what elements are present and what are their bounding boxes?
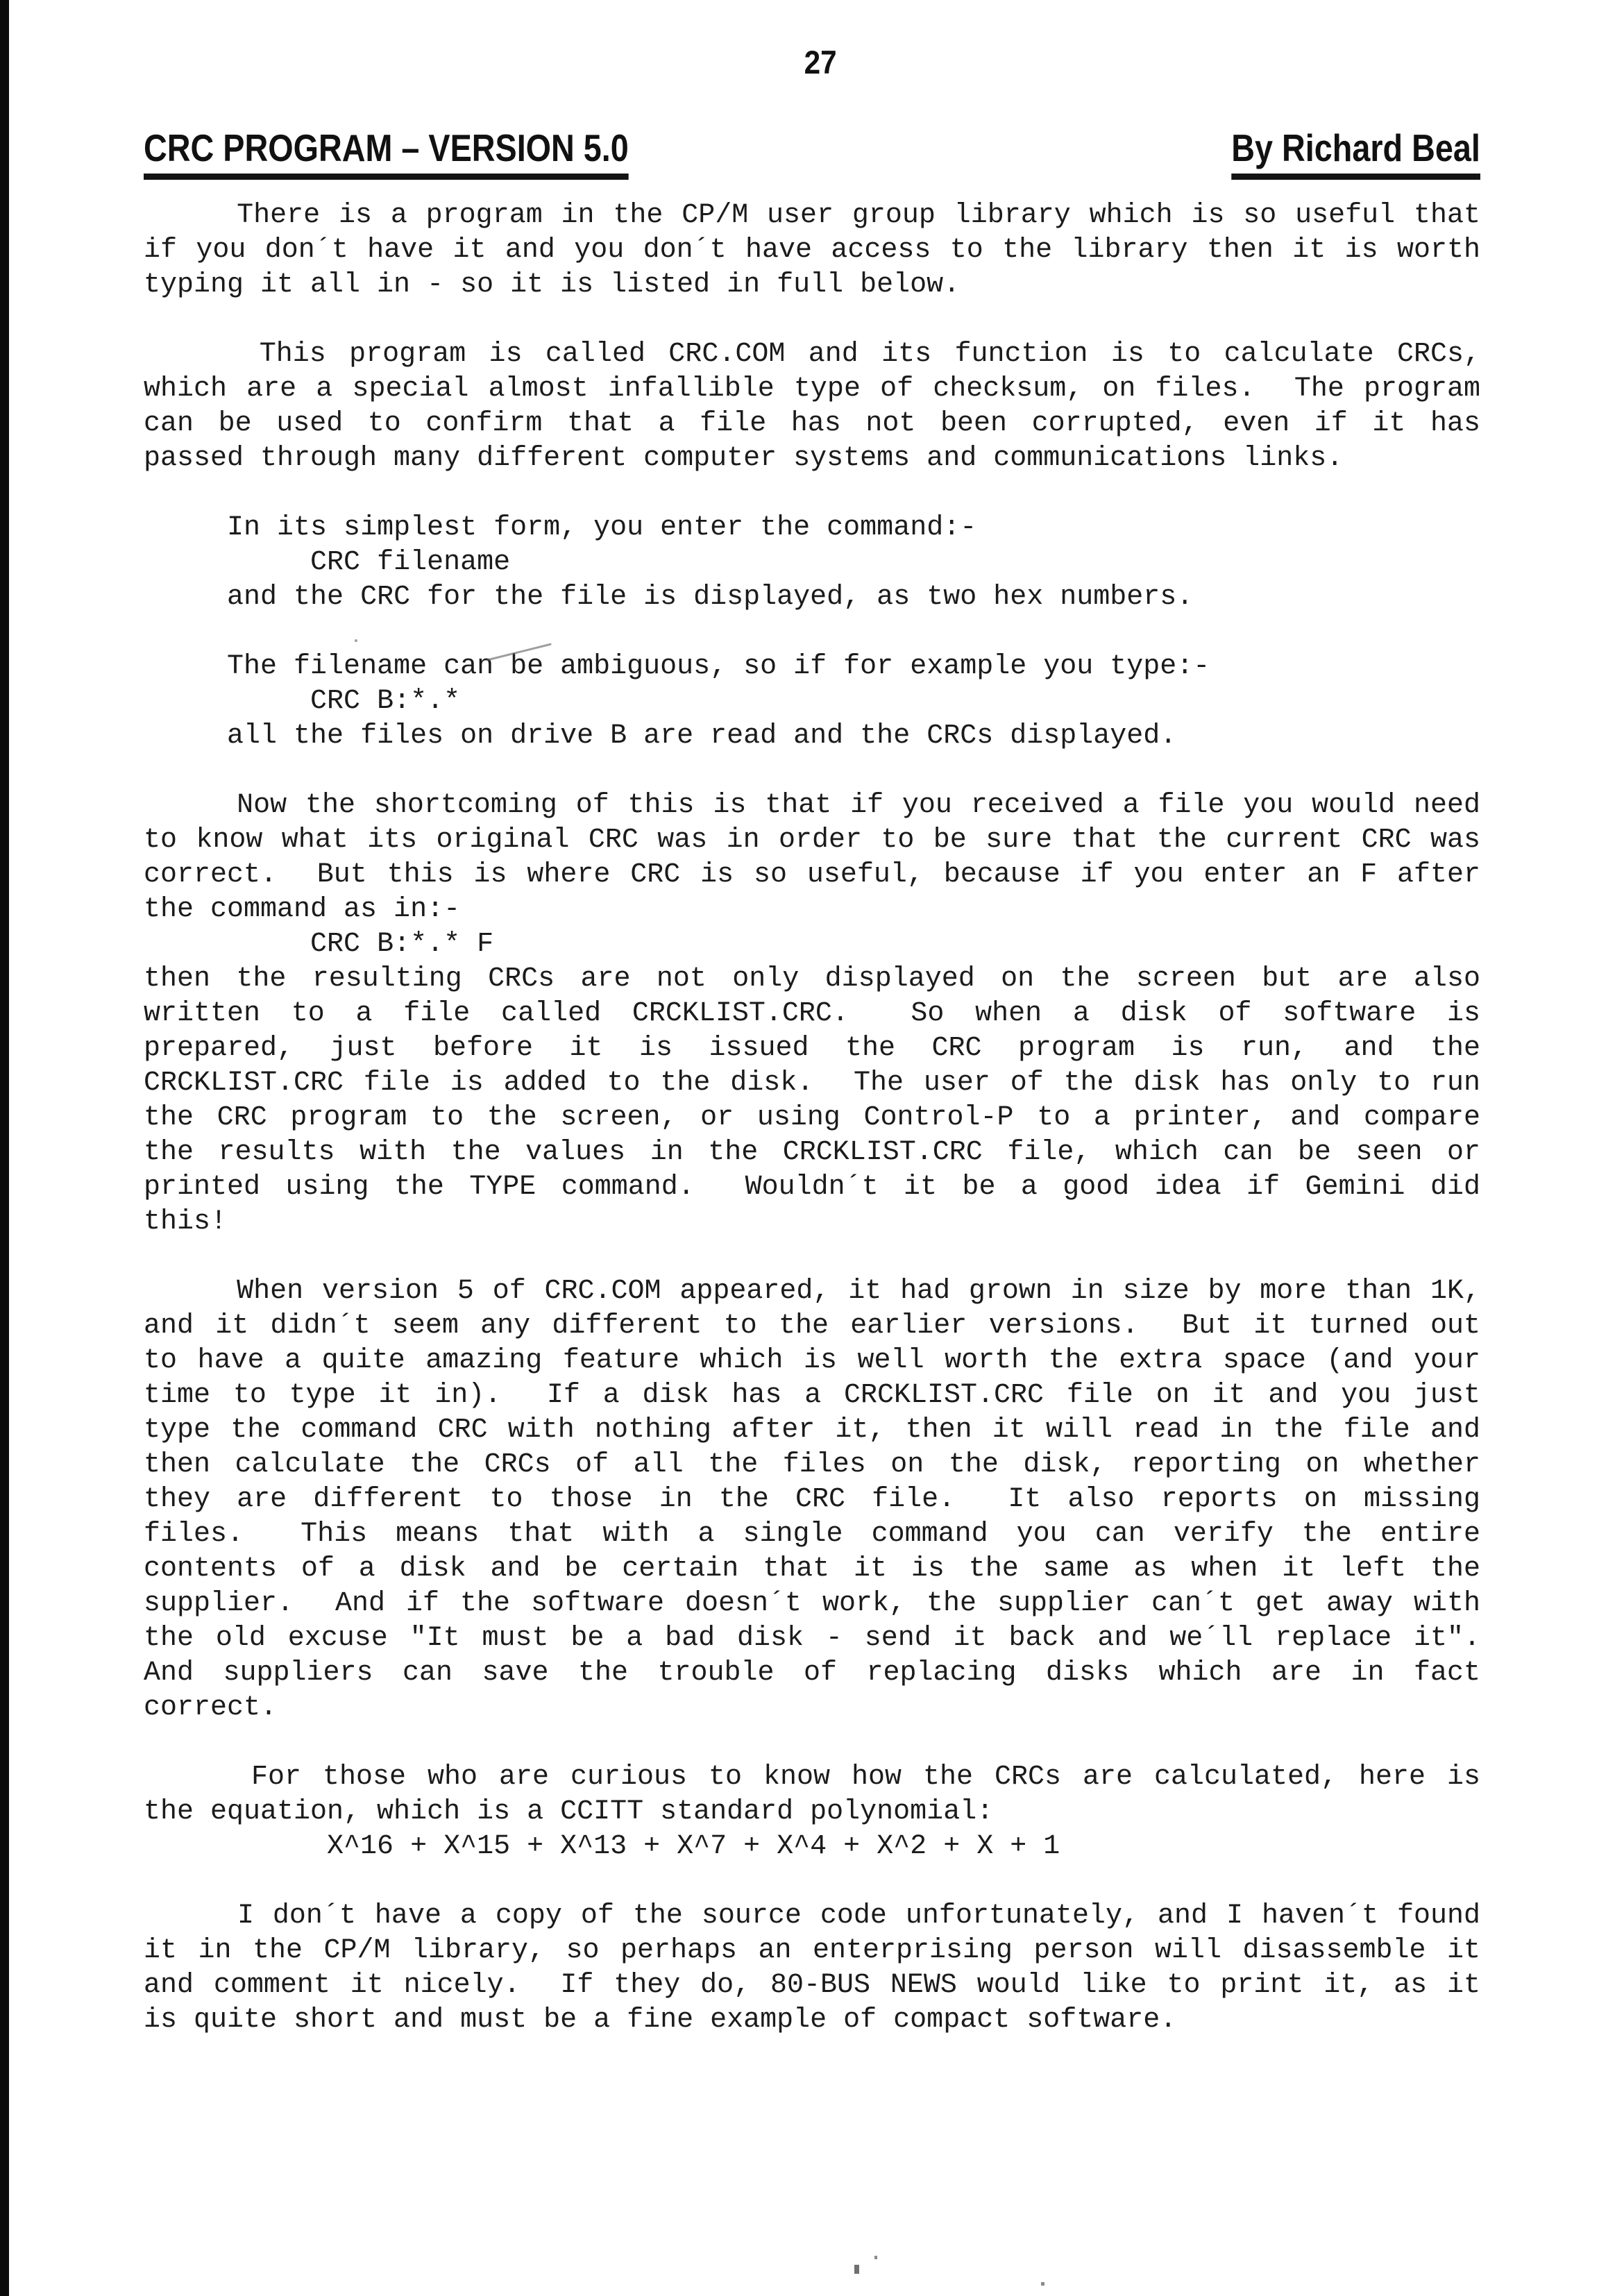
text-line: The filename can be ambiguous, so if for example you type:- (144, 651, 1210, 682)
article-title (144, 126, 714, 180)
text-line: can be used to confirm that a file has not been corrupted, even if it has (144, 408, 1480, 439)
speck-artifact (1041, 2282, 1044, 2286)
text-line: When version 5 of CRC.COM appeared, it had grown in size by more than 1K, (144, 1276, 1480, 1307)
text-line: time to type it in). If a disk has a CRCKLIST.CRC file on it and you just (144, 1380, 1480, 1411)
page-number (0, 44, 1624, 81)
text-line: printed using the TYPE command. Wouldn´t it be a good idea if Gemini did (144, 1172, 1480, 1203)
text-line: is quite short and must be a fine example of compact software. (144, 2004, 1177, 2036)
text-line: In its simplest form, you enter the command:- (144, 512, 977, 543)
byline (1187, 126, 1480, 180)
speck-artifact (355, 639, 357, 642)
paragraph (144, 1899, 1480, 2038)
text-line: passed through many different computer systems and communications links. (144, 443, 1344, 474)
page-number-text: 27 (804, 44, 837, 81)
text-line: all the files on drive B are read and the CRCs displayed. (144, 720, 1177, 752)
text-line: and it didn´t seem any different to the earlier versions. But it turned out (144, 1310, 1480, 1342)
text-line: it in the CP/M library, so perhaps an enterprising person will disassemble it (144, 1935, 1480, 1966)
text-line: typing it all in - so it is listed in full below. (144, 269, 961, 301)
paragraph (144, 511, 1480, 615)
text-line: the CRC program to the screen, or using Control-P to a printer, and compare (144, 1102, 1480, 1133)
paragraph (144, 337, 1480, 476)
article-title-text: CRC PROGRAM – VERSION 5.0 (144, 129, 629, 180)
text-line: CRC B:*.* F (144, 929, 494, 960)
text-line: correct. But this is where CRC is so useful, because if you enter an F after (144, 859, 1480, 890)
text-line: I don´t have a copy of the source code unfortunately, and I haven´t found (144, 1900, 1480, 1932)
text-line: supplier. And if the software doesn´t work, the supplier can´t get away with (144, 1588, 1480, 1619)
paragraph (144, 650, 1480, 754)
text-line: CRC B:*.* (144, 686, 461, 717)
paragraph (144, 1760, 1480, 1864)
text-line: And suppliers can save the trouble of replacing disks which are in fact (144, 1657, 1480, 1689)
text-line: Now the shortcoming of this is that if you received a file you would need (144, 790, 1480, 821)
text-line: the equation, which is a CCITT standard polynomial: (144, 1796, 994, 1827)
text-line: and comment it nicely. If they do, 80-BUS NEWS would like to print it, as it (144, 1970, 1480, 2001)
text-line: CRC filename (144, 547, 511, 578)
text-line: to know what its original CRC was in order to be sure that the current CRC was (144, 825, 1480, 856)
text-line: X^16 + X^15 + X^13 + X^7 + X^4 + X^2 + X + 1 (144, 1831, 1060, 1862)
text-line: CRCKLIST.CRC file is added to the disk. The user of the disk has only to run (144, 1067, 1480, 1099)
paragraph (144, 788, 1480, 1240)
text-line: There is a program in the CP/M user group library which is so useful that (144, 200, 1480, 231)
text-line: the command as in:- (144, 894, 461, 925)
speck-artifact (874, 2256, 877, 2259)
text-line: they are different to those in the CRC file. It also reports on missing (144, 1484, 1480, 1515)
paragraph (144, 1274, 1480, 1725)
text-line: type the command CRC with nothing after it, then it will read in the file and (144, 1415, 1480, 1446)
text-line: prepared, just before it is issued the CRC program is run, and the (144, 1033, 1480, 1064)
paragraph (144, 199, 1480, 303)
article-header (144, 126, 1480, 180)
text-line: This program is called CRC.COM and its function is to calculate CRCs, (144, 339, 1480, 370)
text-line: files. This means that with a single command you can verify the entire (144, 1519, 1480, 1550)
text-line: correct. (144, 1692, 278, 1723)
text-line: which are a special almost infallible type of checksum, on files. The program (144, 373, 1480, 405)
article-body (144, 199, 1480, 2073)
text-line: to have a quite amazing feature which is well worth the extra space (and your (144, 1345, 1480, 1376)
text-line: this! (144, 1206, 228, 1238)
text-line: the old excuse "It must be a bad disk - send it back and we´ll replace it". (144, 1623, 1480, 1654)
text-line: written to a file called CRCKLIST.CRC. So when a disk of software is (144, 998, 1480, 1029)
byline-text: By Richard Beal (1231, 129, 1480, 180)
text-line: then the resulting CRCs are not only displayed on the screen but are also (144, 963, 1480, 995)
text-line: if you don´t have it and you don´t have access to the library then it is worth (144, 235, 1480, 266)
text-line: the results with the values in the CRCKLIST.CRC file, which can be seen or (144, 1137, 1480, 1168)
text-line: and the CRC for the file is displayed, as two hex numbers. (144, 582, 1194, 613)
speck-artifact (854, 2265, 859, 2274)
scan-edge-artifact (0, 0, 9, 2296)
text-line: contents of a disk and be certain that it is the same as when it left the (144, 1553, 1480, 1585)
text-line: For those who are curious to know how the CRCs are calculated, here is (144, 1762, 1480, 1793)
text-line: then calculate the CRCs of all the files on the disk, reporting on whether (144, 1449, 1480, 1480)
